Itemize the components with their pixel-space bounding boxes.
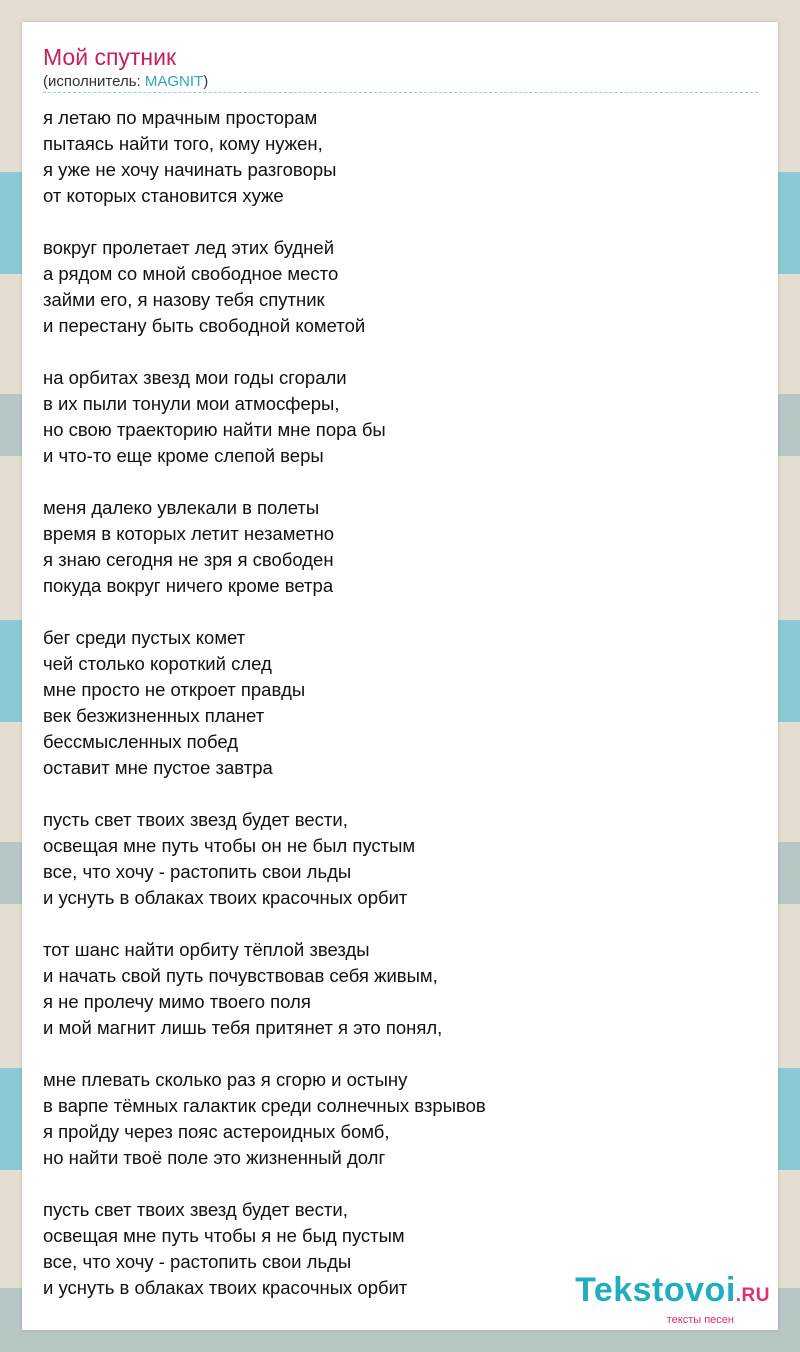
lyric-line: в их пыли тонули мои атмосферы, [43,393,340,414]
lyric-line: все, что хочу - растопить свои льды [43,861,352,882]
lyric-line: а рядом со мной свободное место [43,263,339,284]
lyric-line: оставит мне пустое завтра [43,757,273,778]
lyrics-stanza [43,937,743,1041]
title-divider [43,92,758,93]
lyric-line: но найти твоё поле это жизненный долг [43,1147,386,1168]
lyric-line: век безжизненных планет [43,705,265,726]
lyric-line: пусть свет твоих звезд будет вести, [43,809,348,830]
lyric-line: меня далеко увлекали в полеты [43,497,320,518]
lyrics-stanza [43,495,743,599]
lyric-line: я уже не хочу начинать разговоры [43,159,337,180]
lyric-line: тот шанс найти орбиту тёплой звезды [43,939,370,960]
site-logo[interactable] [575,1272,770,1326]
lyric-line: и что-то еще кроме слепой веры [43,445,324,466]
lyric-line: я летаю по мрачным просторам [43,107,318,128]
lyric-line: вокруг пролетает лед этих будней [43,237,335,258]
lyric-line: я не пролечу мимо твоего поля [43,991,311,1012]
artist-prefix: (исполнитель: [43,73,145,90]
lyric-line: я знаю сегодня не зря я свободен [43,549,334,570]
lyrics-card [22,22,778,1330]
lyric-line: и мой магнит лишь тебя притянет я это понял, [43,1017,443,1038]
logo-tagline: тексты песен [666,1314,734,1326]
lyric-line: покуда вокруг ничего кроме ветра [43,575,334,596]
lyric-line: и уснуть в облаках твоих красочных орбит [43,1277,408,1298]
lyric-line: и перестану быть свободной кометой [43,315,366,336]
logo-domain: .RU [735,1285,770,1306]
lyrics-stanza [43,365,743,469]
lyric-line: пытаясь найти того, кому нужен, [43,133,323,154]
lyric-line: освещая мне путь чтобы я не быд пустым [43,1225,405,1246]
lyric-line: бег среди пустых комет [43,627,246,648]
artist-link[interactable]: MAGNIT [144,73,204,90]
lyric-line: освещая мне путь чтобы он не был пустым [43,835,416,856]
lyric-line: и начать свой путь почувствовав себя живым, [43,965,438,986]
lyrics-stanza [43,105,743,209]
lyric-line: от которых становится хуже [43,185,284,206]
lyric-line: мне просто не откроет правды [43,679,306,700]
lyric-line: но свою траекторию найти мне пора бы [43,419,386,440]
lyric-line: я пройду через пояс астероидных бомб, [43,1121,390,1142]
logo-wordmark [575,1272,770,1314]
artist-line [43,72,208,92]
lyrics-stanza [43,1067,743,1171]
lyric-line: все, что хочу - растопить свои льды [43,1251,352,1272]
logo-name: Tekstovoi [575,1271,736,1309]
lyric-line: чей столько короткий след [43,653,272,674]
artist-suffix: ) [203,73,209,90]
lyric-line: время в которых летит незаметно [43,523,335,544]
lyric-line: займи его, я назову тебя спутник [43,289,325,310]
lyric-line: мне плевать сколько раз я сгорю и остыну [43,1069,408,1090]
lyric-line: бессмысленных побед [43,731,239,752]
lyric-line: в варпе тёмных галактик среди солнечных взрывов [43,1095,486,1116]
lyrics-text [43,105,743,1327]
lyrics-stanza [43,807,743,911]
lyrics-stanza [43,625,743,781]
song-title: Мой спутник [43,44,177,70]
lyric-line: на орбитах звезд мои годы сгорали [43,367,347,388]
lyric-line: пусть свет твоих звезд будет вести, [43,1199,348,1220]
lyric-line: и уснуть в облаках твоих красочных орбит [43,887,408,908]
lyrics-stanza [43,235,743,339]
